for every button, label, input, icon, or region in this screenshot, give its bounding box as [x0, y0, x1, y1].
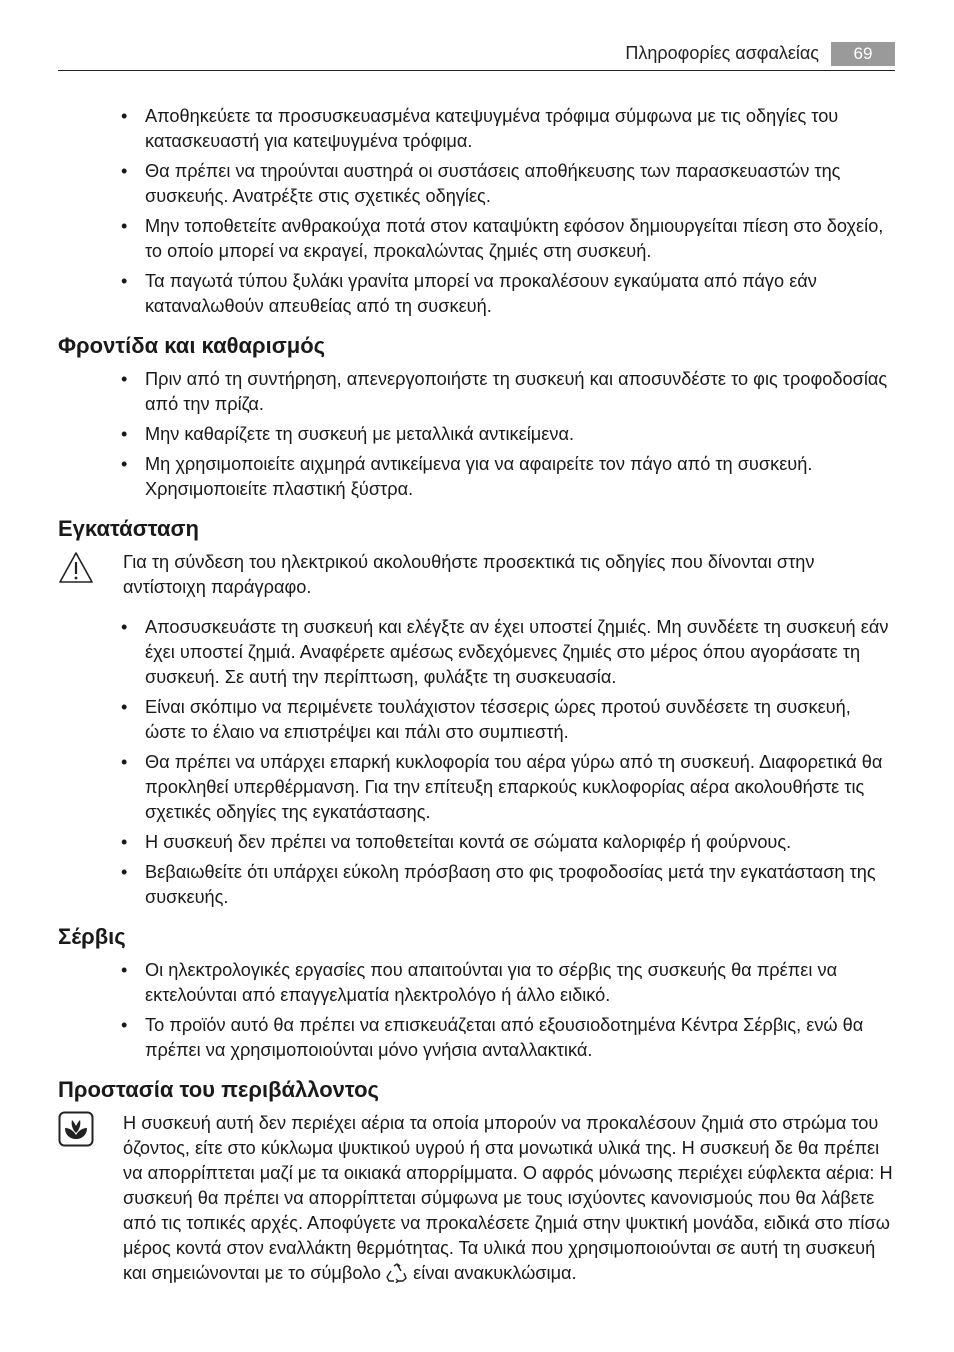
environment-plant-icon	[58, 1111, 94, 1147]
recycle-icon	[386, 1263, 408, 1283]
intro-bullet-list	[58, 104, 895, 319]
environment-heading: Προστασία του περιβάλλοντος	[58, 1077, 379, 1102]
list-item: • Θα πρέπει να τηρούνται αυστηρά οι συστάσεις αποθήκευσης των παρασκευαστών της συσκευής. Ανατρέξτε στις σχετικές οδηγίες.	[58, 159, 895, 209]
list-item: • Θα πρέπει να υπάρχει επαρκή κυκλοφορία του αέρα γύρω από τη συσκευή. Διαφορετικά θα προκληθεί υπερθέρμανση. Για την επίτευξη επαρκούς κυκλοφορίας αέρα ακολουθήστε τις σχετικές οδηγίες της εγκατάστασης.	[58, 750, 895, 825]
page-content	[58, 104, 895, 1286]
installation-heading: Εγκατάσταση	[58, 516, 199, 541]
service-bullet-list	[58, 958, 895, 1063]
list-item: • Μην καθαρίζετε τη συσκευή με μεταλλικά αντικείμενα.	[58, 422, 895, 447]
list-item: • Πριν από τη συντήρηση, απενεργοποιήστε τη συσκευή και αποσυνδέστε το φις τροφοδοσίας από την πρίζα.	[58, 367, 895, 417]
list-item: • Το προϊόν αυτό θα πρέπει να επισκευάζεται από εξουσιοδοτημένα Κέντρα Σέρβις, ενώ θα πρέπει να χρησιμοποιούνται μόνο γνήσια ανταλλακτικά.	[58, 1013, 895, 1063]
page-number: 69	[831, 42, 895, 66]
care-bullet-list	[58, 367, 895, 502]
list-item: • Αποθηκεύετε τα προσυσκευασμένα κατεψυγμένα τρόφιμα σύμφωνα με τις οδηγίες του κατασκευαστή για κατεψυγμένα τρόφιμα.	[58, 104, 895, 154]
installation-bullet-list	[58, 615, 895, 910]
list-item: • Μη χρησιμοποιείτε αιχμηρά αντικείμενα για να αφαιρείτε τον πάγο από τη συσκευή. Χρησιμοποιείτε πλαστική ξύστρα.	[58, 452, 895, 502]
installation-warning	[58, 550, 895, 600]
environment-text-end: είναι ανακυκλώσιμα.	[413, 1263, 577, 1283]
list-item: • Αποσυσκευάστε τη συσκευή και ελέγξτε αν έχει υποστεί ζημιές. Μη συνδέετε τη συσκευή εάν έχει υποστεί ζημιά. Αναφέρετε αμέσως ενδεχόμενες ζημιές στο μέρος όπου αγοράσατε τη συσκευή. Σε αυτή την περίπτωση, φυλάξτε τη συσκευασία.	[58, 615, 895, 690]
list-item: • Βεβαιωθείτε ότι υπάρχει εύκολη πρόσβαση στο φις τροφοδοσίας μετά την εγκατάσταση της συσκευής.	[58, 860, 895, 910]
list-item: • Η συσκευή δεν πρέπει να τοποθετείται κοντά σε σώματα καλοριφέρ ή φούρνους.	[58, 830, 895, 855]
warning-triangle-icon	[58, 550, 94, 586]
care-heading: Φροντίδα και καθαρισμός	[58, 333, 326, 358]
environment-note	[58, 1111, 895, 1286]
list-item: • Είναι σκόπιμο να περιμένετε τουλάχιστον τέσσερις ώρες προτού συνδέσετε τη συσκευή, ώστε το έλαιο να επιστρέψει και πάλι στο συμπιεστή.	[58, 695, 895, 745]
warning-text: Για τη σύνδεση του ηλεκτρικού ακολουθήστε προσεκτικά τις οδηγίες που δίνονται στην αντίστοιχη παράγραφο.	[123, 552, 815, 597]
service-heading: Σέρβις	[58, 924, 126, 949]
header-title: Πληροφορίες ασφαλείας	[625, 43, 819, 63]
environment-text: Η συσκευή αυτή δεν περιέχει αέρια τα οποία μπορούν να προκαλέσουν ζημιά στο στρώμα του όζοντος, είτε στο κύκλωμα ψυκτικού υγρού ή στα μονωτικά υλικά της. Η συσκευή δε θα πρέπει να απορρίπτεται μαζί με τα οικιακά απορρίμματα. Ο αφρός μόνωσης περιέχει εύφλεκτα αέρια: Η συσκευή θα πρέπει να απορρίπτεται σύμφωνα με τους ισχύοντες κανονισμούς που θα λάβετε από τις τοπικές αρχές. Αποφύγετε να προκαλέσετε ζημιά στην ψυκτική μονάδα, ειδικά στο πίσω μέρος κοντά στον εναλλάκτη θερμότητας. Τα υλικά που χρησιμοποιούνται σε αυτή τη συσκευή και σημειώνονται με το σύμβολο	[123, 1113, 893, 1283]
list-item: • Μην τοποθετείτε ανθρακούχα ποτά στον καταψύκτη εφόσον δημιουργείται πίεση στο δοχείο, το οποίο μπορεί να εκραγεί, προκαλώντας ζημιές στη συσκευή.	[58, 214, 895, 264]
page-header	[58, 40, 895, 71]
list-item: • Τα παγωτά τύπου ξυλάκι γρανίτα μπορεί να προκαλέσουν εγκαύματα από πάγο εάν καταναλωθούν απευθείας από τη συσκευή.	[58, 269, 895, 319]
list-item: • Οι ηλεκτρολογικές εργασίες που απαιτούνται για το σέρβις της συσκευής θα πρέπει να εκτελούνται από επαγγελματία ηλεκτρολόγο ή άλλο ειδικό.	[58, 958, 895, 1008]
